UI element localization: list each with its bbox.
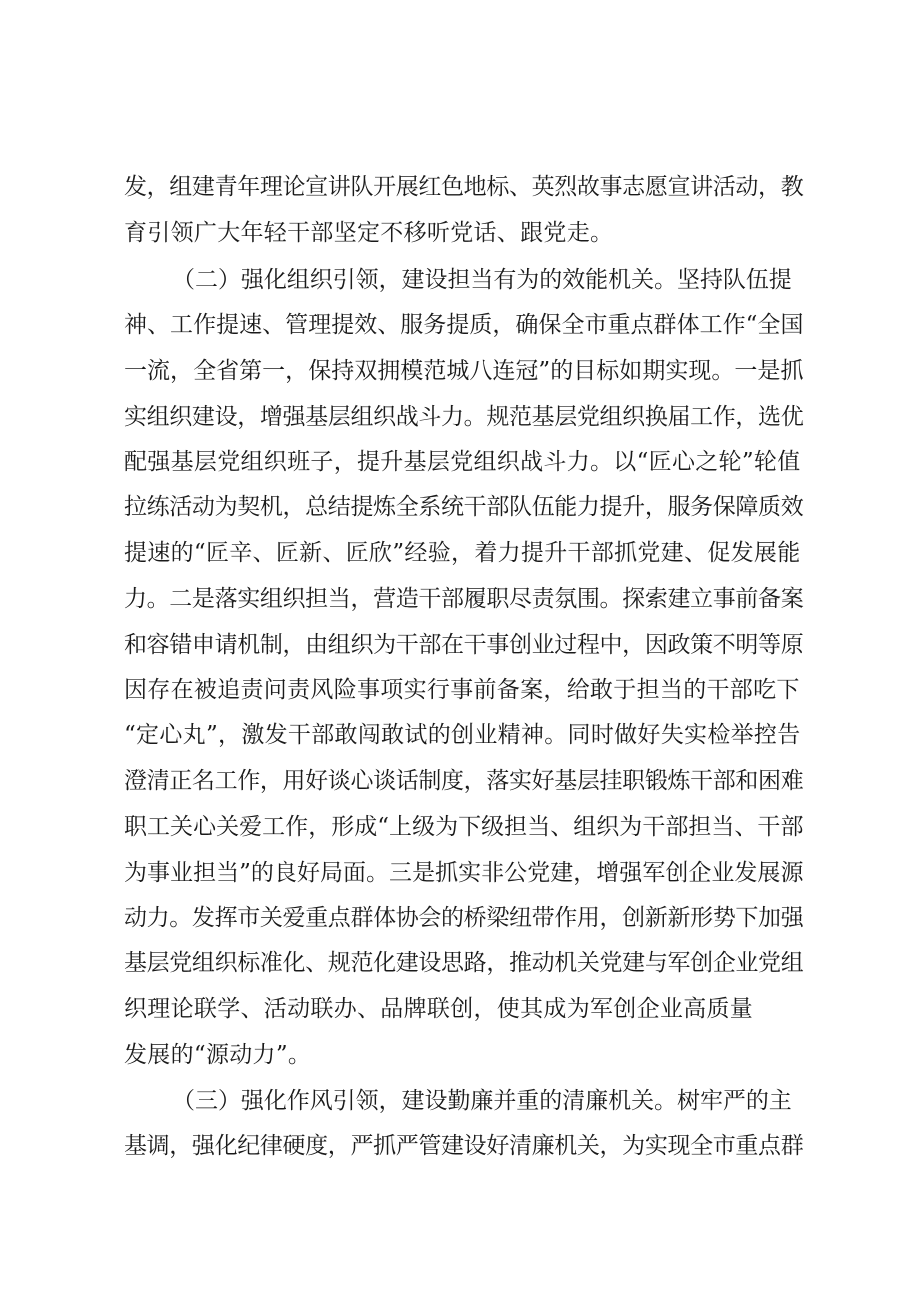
- text-line-8: 拉练活动为契机，总结提炼全系统干部队伍能力提升，服务保障质效: [124, 494, 804, 520]
- text-line-3: （二）强化组织引领，建设担当有为的效能机关。坚持队伍提: [172, 267, 792, 293]
- text-line-18: 基层党组织标准化、规范化建设思路，推动机关党建与军创企业党组: [124, 950, 804, 976]
- text-line-16: 为事业担当”的良好局面。三是抓实非公党建，增强军创企业发展源: [124, 860, 804, 886]
- text-line-5: 一流，全省第一，保持双拥模范城八连冠”的目标如期实现。一是抓: [124, 358, 804, 384]
- text-line-21: （三）强化作风引领，建设勤廉并重的清廉机关。树牢严的主: [172, 1088, 792, 1114]
- text-line-2: 育引领广大年轻干部坚定不移听党话、跟党走。: [124, 220, 614, 246]
- text-line-14: 澄清正名工作，用好谈心谈话制度，落实好基层挂职锻炼干部和困难: [124, 768, 804, 794]
- text-line-20: 发展的“源动力”。: [124, 1042, 312, 1068]
- text-line-4: 神、工作提速、管理提效、服务提质，确保全市重点群体工作“全国: [124, 312, 804, 338]
- text-line-9: 提速的“匠辛、匠新、匠欣”经验，着力提升干部抓党建、促发展能: [124, 540, 801, 566]
- text-line-15: 职工关心关爱工作，形成“上级为下级担当、组织为干部担当、干部: [124, 814, 804, 840]
- text-line-6: 实组织建设，增强基层组织战斗力。规范基层党组织换届工作，选优: [124, 404, 804, 430]
- text-line-7: 配强基层党组织班子，提升基层党组织战斗力。以“匠心之轮”轮值: [124, 449, 801, 475]
- text-line-19: 织理论联学、活动联办、品牌联创，使其成为军创企业高质量: [124, 996, 754, 1022]
- text-line-1: 发，组建青年理论宣讲队开展红色地标、英烈故事志愿宣讲活动，教: [124, 174, 804, 200]
- text-line-22: 基调，强化纪律硬度，严抓严管建设好清廉机关，为实现全市重点群: [124, 1133, 804, 1159]
- text-line-11: 和容错申请机制，由组织为干部在干事创业过程中，因政策不明等原: [124, 632, 804, 658]
- text-line-12: 因存在被追责问责风险事项实行事前备案，给敢于担当的干部吃下: [124, 677, 800, 703]
- text-line-17: 动力。发挥市关爱重点群体协会的桥梁纽带作用，创新新形势下加强: [124, 905, 804, 931]
- text-line-10: 力。二是落实组织担当，营造干部履职尽责氛围。探索建立事前备案: [124, 586, 804, 612]
- text-line-13: “定心丸”，激发干部敢闯敢试的创业精神。同时做好失实检举控告: [124, 722, 801, 748]
